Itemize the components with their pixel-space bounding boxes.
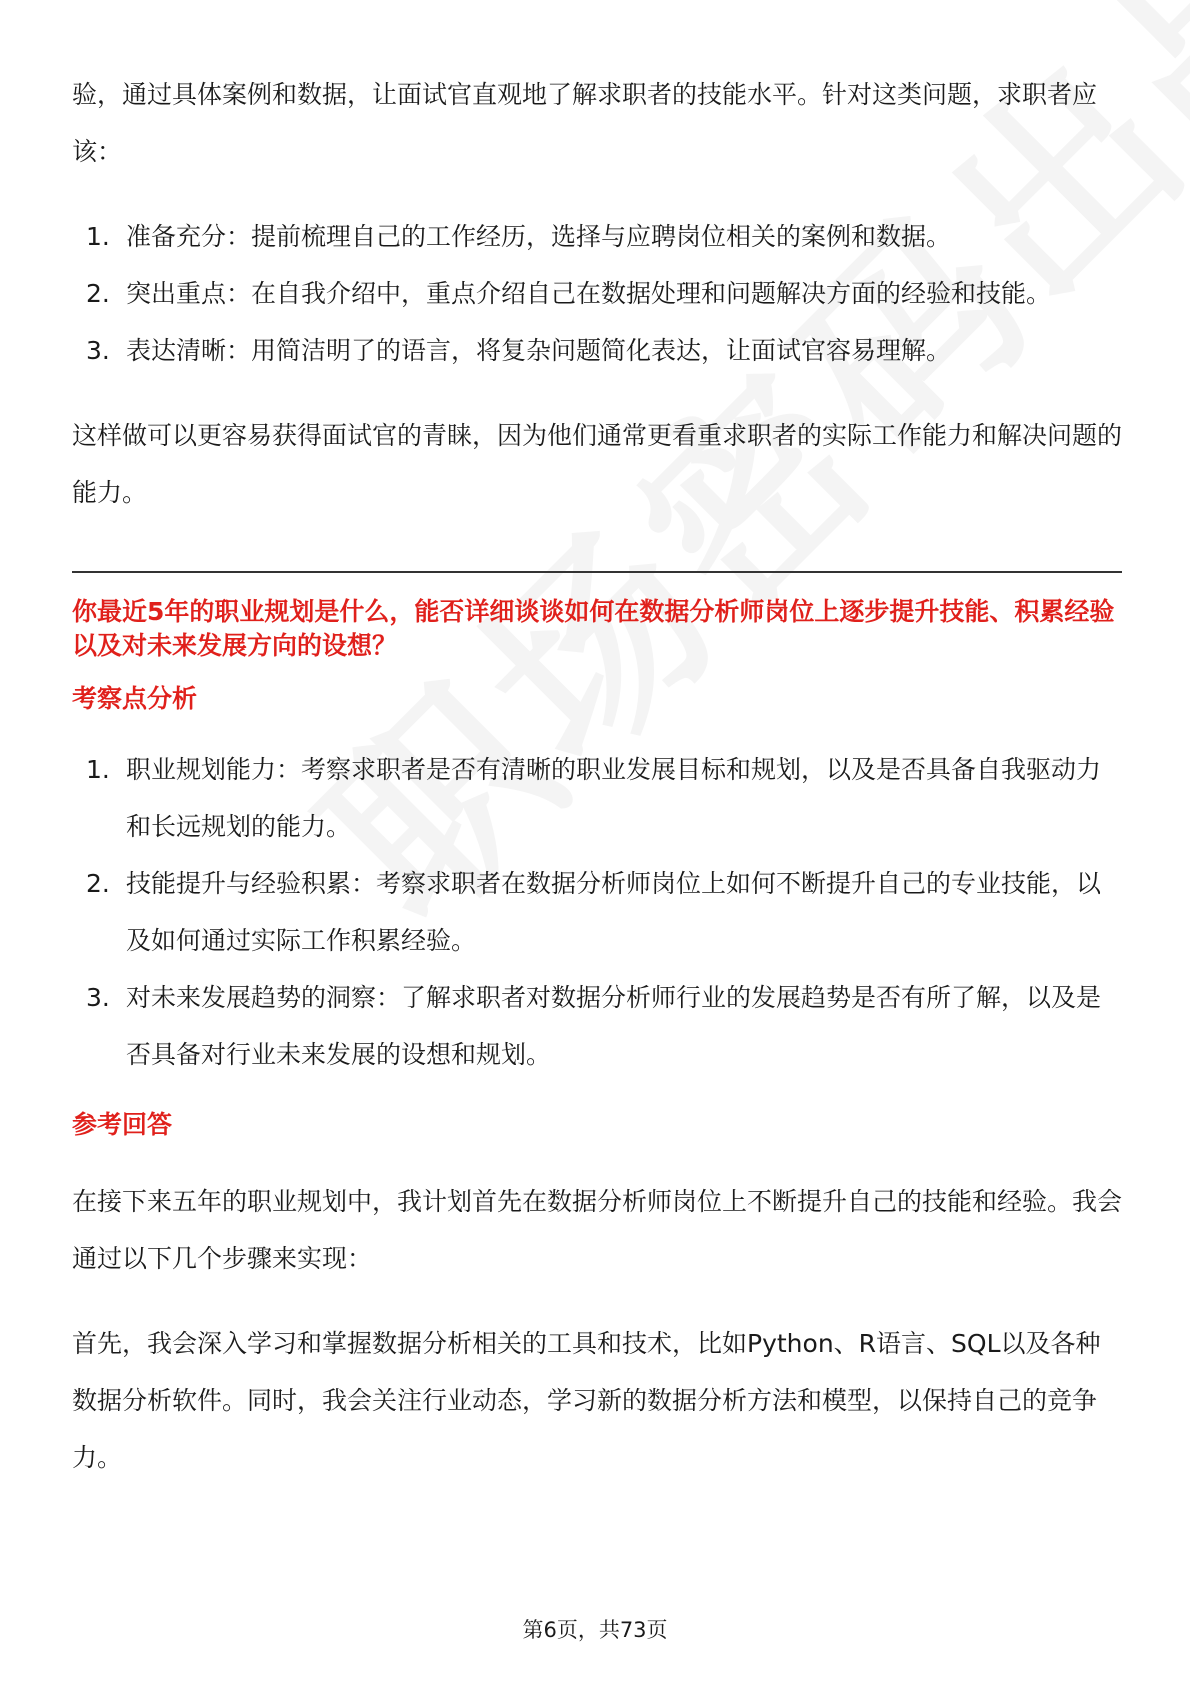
list-number: 2. bbox=[86, 869, 110, 898]
list-item bbox=[72, 322, 1122, 379]
list-item bbox=[72, 208, 1122, 265]
list-text: 表达清晰：用简洁明了的语言，将复杂问题简化表达，让面试官容易理解。 bbox=[126, 336, 952, 365]
analysis-list bbox=[72, 741, 1122, 1083]
page-content bbox=[72, 66, 1122, 1486]
list-item bbox=[72, 265, 1122, 322]
analysis-heading: 考察点分析 bbox=[72, 684, 198, 713]
list-text: 对未来发展趋势的洞察：了解求职者对数据分析师行业的发展趋势是否有所了解，以及是否具备对行业未来发展的设想和规划。 bbox=[126, 983, 1102, 1069]
list-number: 3. bbox=[86, 983, 110, 1012]
list-text: 准备充分：提前梳理自己的工作经历，选择与应聘岗位相关的案例和数据。 bbox=[126, 222, 952, 251]
answer-heading: 参考回答 bbox=[72, 1110, 173, 1139]
list-item bbox=[72, 741, 1122, 855]
list-number: 1. bbox=[86, 755, 110, 784]
interview-question: 你最近5年的职业规划是什么，能否详细谈谈如何在数据分析师岗位上逐步提升技能、积累经验以及对未来发展方向的设想？ bbox=[72, 597, 1115, 660]
summary-paragraph: 这样做可以更容易获得面试官的青睐，因为他们通常更看重求职者的实际工作能力和解决问题的能力。 bbox=[72, 421, 1123, 507]
answer-paragraph: 首先，我会深入学习和掌握数据分析相关的工具和技术，比如Python、R语言、SQL以及各种数据分析软件。同时，我会关注行业动态，学习新的数据分析方法和模型，以保持自己的竞争力。 bbox=[72, 1329, 1101, 1472]
intro-paragraph: 验，通过具体案例和数据，让面试官直观地了解求职者的技能水平。针对这类问题，求职者应该： bbox=[72, 80, 1098, 166]
list-item bbox=[72, 855, 1122, 969]
answer-paragraph: 在接下来五年的职业规划中，我计划首先在数据分析师岗位上不断提升自己的技能和经验。我会通过以下几个步骤来实现： bbox=[72, 1187, 1123, 1273]
list-number: 2. bbox=[86, 279, 110, 308]
list-number: 3. bbox=[86, 336, 110, 365]
list-number: 1. bbox=[86, 222, 110, 251]
list-text: 技能提升与经验积累：考察求职者在数据分析师岗位上如何不断提升自己的专业技能，以及如何通过实际工作积累经验。 bbox=[126, 869, 1102, 955]
page-footer: 第6页，共73页 bbox=[522, 1618, 668, 1642]
list-text: 突出重点：在自我介绍中，重点介绍自己在数据处理和问题解决方面的经验和技能。 bbox=[126, 279, 1052, 308]
list-text: 职业规划能力：考察求职者是否有清晰的职业发展目标和规划，以及是否具备自我驱动力和长远规划的能力。 bbox=[126, 755, 1102, 841]
tips-list bbox=[72, 208, 1122, 379]
list-item bbox=[72, 969, 1122, 1083]
